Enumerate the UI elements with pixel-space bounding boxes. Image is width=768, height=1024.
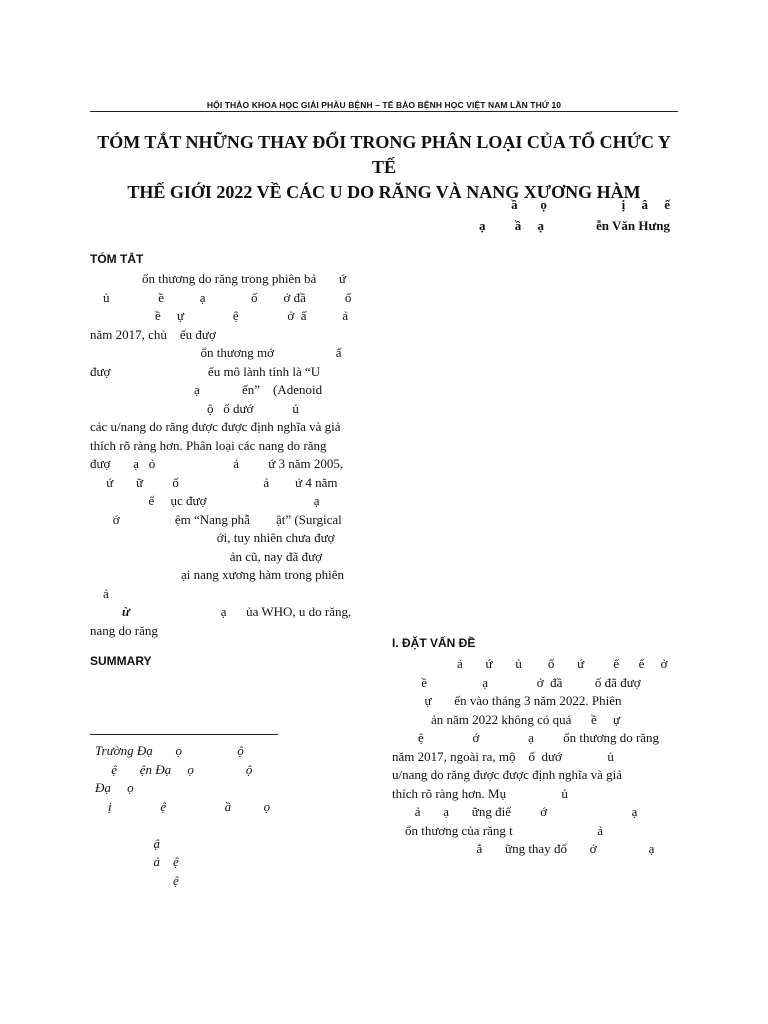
intro-line: ệ ớ ạ ổn thương do răng	[392, 730, 660, 745]
abstract-line: ạ ến” (Adenoid	[90, 382, 323, 397]
intro-line: u/nang do răng được được định nghĩa và giả	[392, 767, 623, 782]
abstract-line: năm 2017, chủ ếu đượ	[90, 326, 216, 342]
intro-body	[392, 655, 678, 859]
keywords-line	[90, 603, 376, 622]
abstract-line: ứ ữ ổ ả ứ 4 năm	[90, 474, 338, 490]
abstract-line: ộ ố dướ ủ	[90, 400, 299, 416]
author-block	[310, 194, 670, 236]
keywords-text: ạ ủa WHO, u do răng,	[129, 604, 352, 619]
footnote-line: ị ệ ầ ọ	[95, 798, 271, 814]
header-rule	[90, 111, 678, 112]
keywords-line-2: nang do răng	[90, 622, 158, 638]
abstract-line: các u/nang do răng được được định nghĩa và giả	[90, 419, 341, 434]
conference-header: HỘI THẢO KHOA HỌC GIẢI PHẪU BỆNH – TẾ BÀO BỆNH HỌC VIỆT NAM LẦN THỨ 10	[206, 100, 562, 110]
footnote-line: ệ ện Đạ ọ ộ	[95, 761, 253, 777]
abstract-line: ề ự ệ ở ấ ả	[90, 308, 349, 323]
intro-line: ổn thương của răng t ả	[392, 822, 604, 838]
title-line-1: TÓM TẮT NHỮNG THAY ĐỔI TRONG PHÂN LOẠI CỦA TỔ CHỨC Y TẾ	[97, 132, 671, 177]
intro-line: năm 2017, ngoài ra, mộ ố dướ ủ	[392, 748, 614, 764]
footnote-line	[95, 816, 381, 835]
abstract-line: ủ ề ạ ố ở đầ ố	[90, 289, 352, 305]
footnote-rule	[90, 734, 278, 735]
author-affiliations-footnote	[95, 742, 381, 890]
footnote-line: ệ	[95, 872, 179, 888]
intro-line: ả ứ ủ ố ứ ế ế ở	[392, 656, 668, 671]
abstract-line: ả	[90, 585, 109, 601]
footnote-line: ậ	[95, 835, 160, 851]
abstract-line: ế ục đượ ạ	[90, 493, 320, 508]
abstract-line: thích rõ ràng hơn. Phân loại các nang do răng	[90, 437, 327, 453]
abstract-line: ổn thương mớ ấ	[90, 345, 342, 360]
abstract-line: đượ ạ ỏ ả ứ 3 năm 2005,	[90, 456, 344, 471]
intro-line: ản năm 2022 không có quá ề ự	[392, 711, 621, 727]
abstract-heading: TÓM TẮT	[90, 252, 144, 266]
footnote-line: Trường Đạ ọ ộ	[95, 743, 244, 758]
title-line-2: THẾ GIỚI 2022 VỀ CÁC U DO RĂNG VÀ NANG XƯƠNG HÀM	[127, 182, 641, 202]
abstract-line: ại nang xương hàm trong phiên	[90, 567, 345, 582]
abstract-line: ổn thương do răng trong phiên bả ứ	[90, 271, 347, 286]
abstract-line: ản cũ, nay đã đượ	[90, 548, 323, 564]
summary-heading: SUMMARY	[90, 654, 152, 668]
intro-line: ắ ững thay đổ ớ ạ	[392, 841, 655, 856]
footnote-line: ả ệ	[95, 854, 179, 869]
abstract-body	[90, 270, 376, 640]
footnote-line: Đạ ọ	[95, 780, 134, 795]
intro-line: ả ạ ững điể ớ ạ	[392, 804, 638, 819]
abstract-line: ớ ệm “Nang phẫ ật” (Surgical	[90, 511, 342, 527]
intro-line: thích rõ ràng hơn. Mụ ủ	[392, 785, 568, 801]
intro-line: ề ạ ở đầ ố đã đượ	[392, 674, 641, 690]
abstract-line: đượ ếu mô lành tính là “U	[90, 363, 321, 379]
keywords-label: ừ	[122, 604, 130, 619]
author-line-1: ầ ọ ị â ế	[511, 197, 670, 212]
author-line-2: ạ ầ ạ ễn Văn Hưng	[478, 218, 670, 233]
intro-heading: I. ĐẶT VẤN ĐỀ	[392, 636, 476, 650]
abstract-line: ới, tuy nhiên chưa đượ	[90, 530, 335, 545]
intro-line: ự ến vào tháng 3 năm 2022. Phiên	[392, 693, 622, 708]
